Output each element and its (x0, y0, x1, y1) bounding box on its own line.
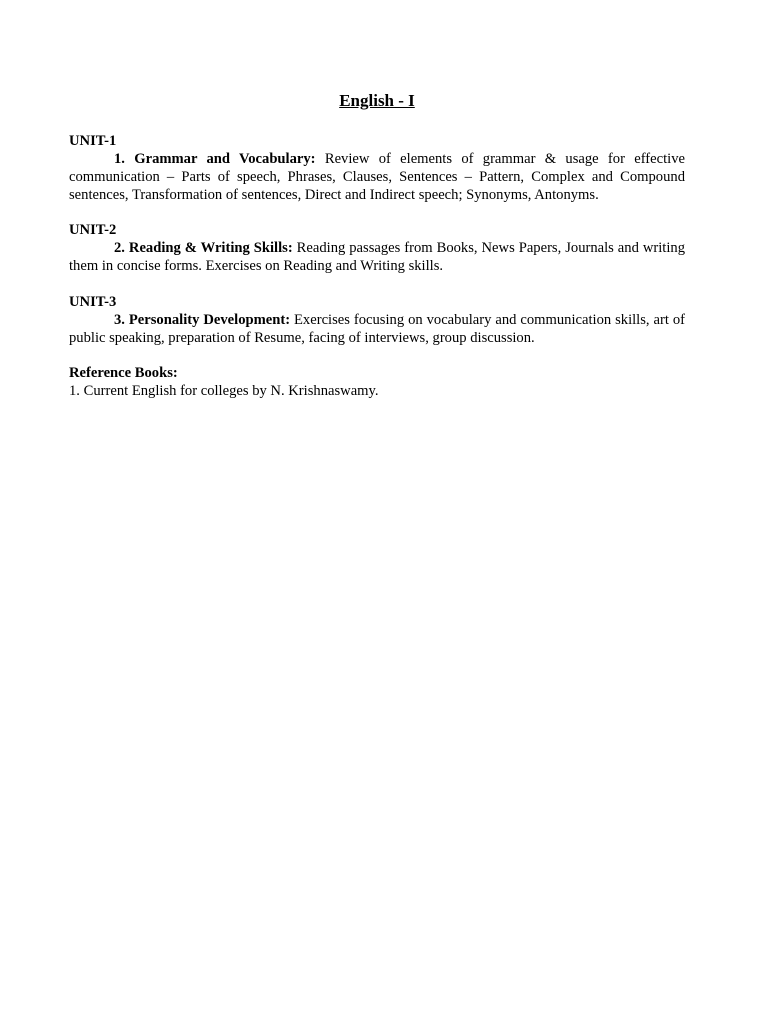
reference-heading: Reference Books: (69, 365, 178, 381)
page-title: English - I (339, 91, 415, 110)
reference-books-section (69, 364, 685, 400)
unit-heading: UNIT-1 (69, 133, 117, 149)
reference-item: 1. Current English for colleges by N. Krishnaswamy. (69, 383, 379, 399)
unit-description (69, 150, 685, 204)
unit-topic: 1. Grammar and Vocabulary: (114, 151, 316, 167)
unit-description (69, 311, 685, 347)
unit-topic: 3. Personality Development: (114, 312, 291, 328)
unit-text: Reading passages from Books, News Papers, Journals and writing them in concise forms. Exercises on Reading and Writing skills. (69, 240, 685, 274)
unit-section-1 (69, 132, 685, 204)
unit-text: Review of elements of grammar & usage for effective communication – Parts of speech, Phrases, Clauses, Sentences – Pattern, Complex and Compound sentences, Transformation of sentences, Direct and Indirect speech; Synonyms, Antonyms. (69, 151, 685, 203)
unit-heading: UNIT-3 (69, 294, 117, 310)
unit-heading: UNIT-2 (69, 222, 117, 238)
unit-section-3 (69, 293, 685, 347)
unit-section-2 (69, 221, 685, 275)
unit-description (69, 239, 685, 275)
unit-text: Exercises focusing on vocabulary and communication skills, art of public speaking, preparation of Resume, facing of interviews, group discussion. (69, 312, 685, 346)
unit-topic: 2. Reading & Writing Skills: (114, 240, 293, 256)
